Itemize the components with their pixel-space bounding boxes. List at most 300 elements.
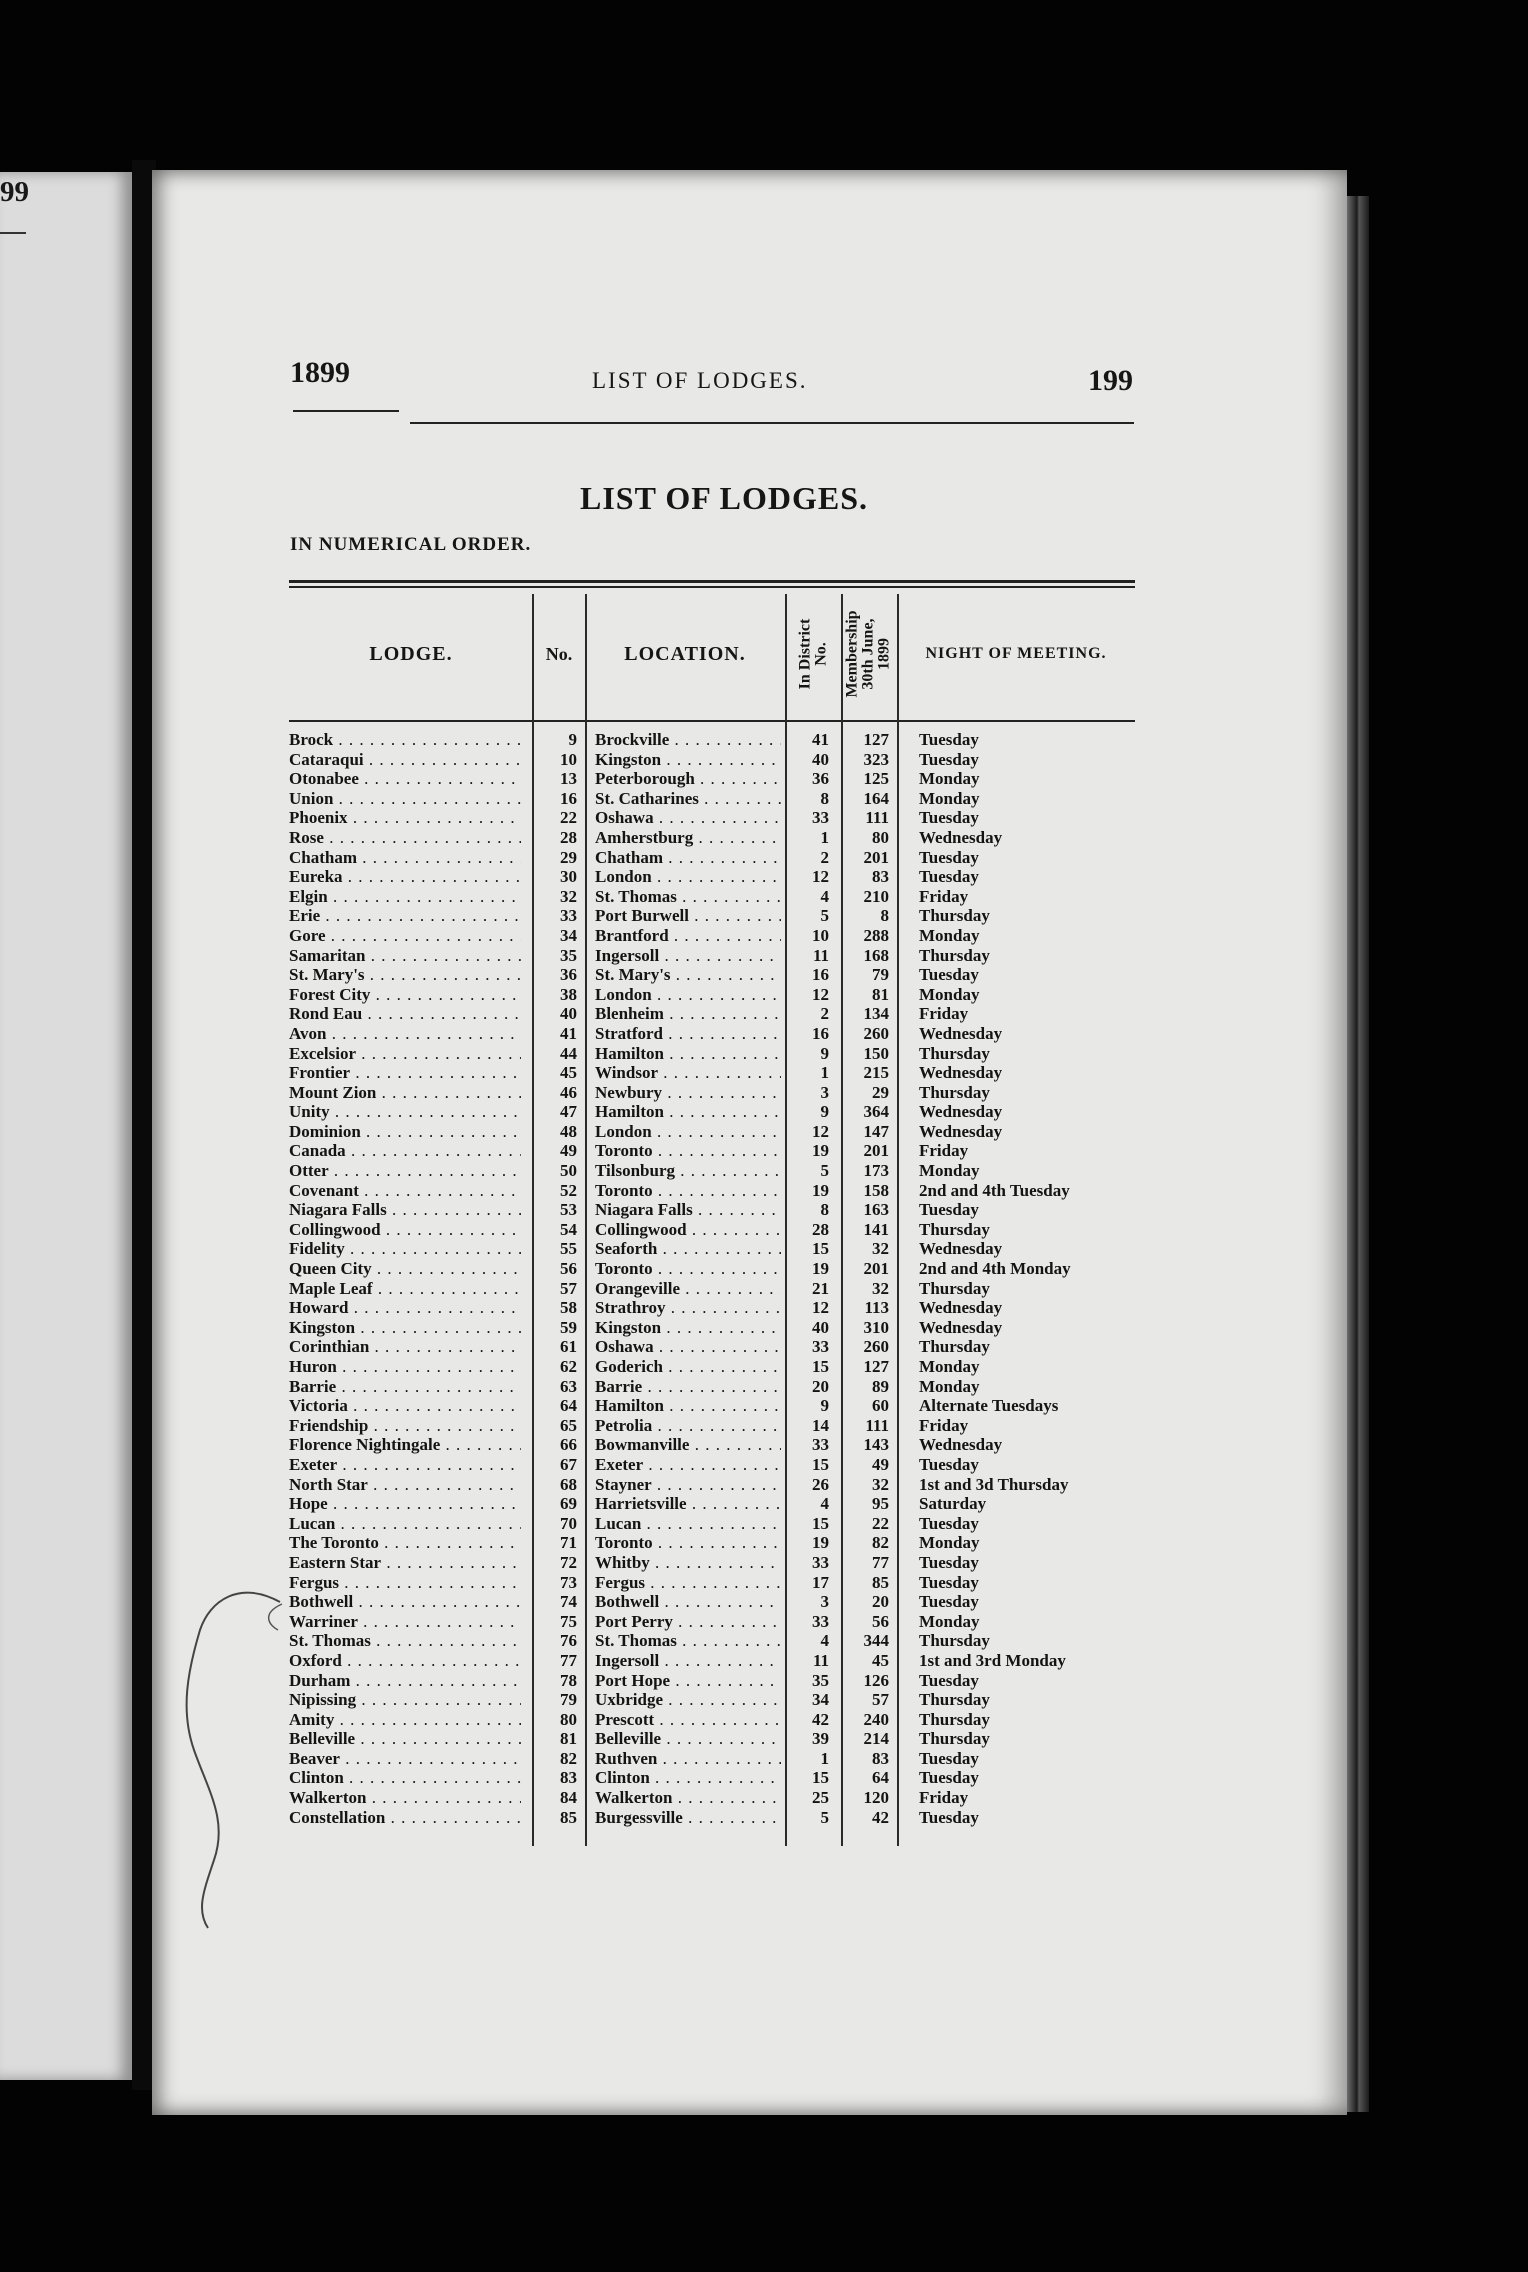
district-cell: 14 (812, 1415, 829, 1435)
lodge-number-cell: 78 (560, 1670, 577, 1690)
meeting-night-cell: Wednesday (919, 1317, 1003, 1337)
membership-header-line2: 30th June, (860, 618, 878, 690)
lodge-name-cell: Oxford . . . (289, 1651, 521, 1671)
location-cell: Stratford . . . (595, 1024, 781, 1044)
meeting-night-cell: Tuesday (919, 808, 979, 828)
meeting-night-cell: Thursday (919, 1631, 990, 1651)
district-cell: 5 (820, 906, 829, 926)
meeting-night-cell: Saturday (919, 1494, 987, 1514)
membership-cell: 364 (863, 1102, 889, 1122)
column-header-no: No. (545, 643, 573, 664)
membership-cell: 127 (863, 730, 889, 749)
location-cell: Brantford . . . (595, 926, 781, 946)
lodge-number-cell: 40 (560, 1004, 577, 1024)
district-cell: 15 (812, 1513, 829, 1533)
lodge-number-cell: 56 (560, 1259, 577, 1279)
meeting-night-cell: Tuesday (919, 1807, 979, 1827)
district-cell: 5 (820, 1161, 829, 1181)
previous-page (0, 172, 140, 2080)
district-cell: 21 (812, 1278, 829, 1298)
lodge-name-cell: Rose . . . (289, 828, 521, 848)
district-cell: 8 (820, 1200, 829, 1220)
membership-cell: 89 (872, 1376, 889, 1396)
meeting-night-cell: 2nd and 4th Tuesday (919, 1180, 1070, 1200)
lodges-table (289, 580, 1135, 1827)
lodge-name-cell: Nipissing . . . (289, 1690, 521, 1710)
district-cell: 9 (820, 1396, 829, 1416)
meeting-night-cell: Wednesday (919, 1121, 1003, 1141)
membership-cell: 127 (863, 1357, 889, 1376)
meeting-night-cell: Tuesday (919, 1454, 979, 1474)
membership-cell: 113 (864, 1298, 889, 1318)
location-cell: Harrietsville . . . (595, 1494, 781, 1514)
meeting-night-cell: Monday (919, 984, 980, 1004)
membership-cell: 201 (863, 847, 889, 867)
lodge-name-cell: Chatham . . . (289, 848, 521, 868)
table-row (289, 1141, 1135, 1161)
membership-cell: 83 (872, 867, 889, 887)
lodge-number-cell: 75 (560, 1611, 577, 1631)
meeting-night-cell: Friday (919, 1415, 969, 1435)
location-cell: Newbury . . . (595, 1083, 781, 1103)
district-cell: 40 (812, 749, 829, 769)
district-cell: 28 (812, 1219, 829, 1239)
membership-cell: 95 (872, 1494, 889, 1514)
lodge-name-cell: Canada . . . (289, 1141, 521, 1161)
lodge-number-cell: 70 (560, 1513, 577, 1533)
meeting-night-cell: Friday (919, 1004, 969, 1024)
district-cell: 12 (812, 1298, 829, 1318)
table-row (289, 1083, 1135, 1103)
location-cell: St. Thomas . . . (595, 887, 781, 907)
membership-cell: 288 (863, 925, 889, 945)
lodge-number-cell: 35 (560, 945, 577, 965)
lodge-number-cell: 49 (560, 1141, 577, 1161)
meeting-night-cell: Monday (919, 1533, 980, 1553)
lodge-number-cell: 28 (560, 827, 577, 847)
lodge-number-cell: 64 (560, 1396, 577, 1416)
location-cell: Orangeville . . . (595, 1279, 781, 1299)
meeting-night-cell: Tuesday (919, 1592, 979, 1612)
district-cell: 12 (812, 867, 829, 887)
location-cell: Bothwell . . . (595, 1592, 781, 1612)
lodge-number-cell: 48 (560, 1121, 577, 1141)
district-cell: 4 (820, 1631, 829, 1651)
meeting-night-cell: Thursday (919, 906, 990, 926)
district-cell: 33 (812, 808, 829, 828)
district-cell: 19 (812, 1533, 829, 1553)
lodge-number-cell: 33 (560, 906, 577, 926)
previous-page-number: 99 (0, 176, 29, 208)
district-cell: 19 (812, 1180, 829, 1200)
lodge-number-cell: 69 (560, 1494, 577, 1514)
lodge-name-cell: Beaver . . . (289, 1749, 521, 1769)
table-row (289, 789, 1135, 809)
membership-cell: 210 (863, 886, 889, 906)
table-row (289, 1024, 1135, 1044)
meeting-night-cell: 1st and 3d Thursday (919, 1474, 1069, 1494)
table-header (289, 588, 1135, 720)
location-cell: Hamilton . . . (595, 1044, 781, 1064)
membership-cell: 49 (872, 1454, 889, 1474)
membership-cell: 215 (863, 1063, 889, 1083)
location-cell: Oshawa . . . (595, 1337, 781, 1357)
lodge-name-cell: Excelsior . . . (289, 1044, 521, 1064)
lodge-number-cell: 72 (560, 1552, 577, 1572)
column-header-location: LOCATION. (624, 642, 746, 665)
lodge-name-cell: Covenant . . . (289, 1181, 521, 1201)
membership-cell: 85 (872, 1572, 889, 1592)
location-cell: Kingston . . . (595, 750, 781, 770)
lodge-name-cell: Rond Eau . . . (289, 1004, 521, 1024)
location-cell: Chatham . . . (595, 848, 781, 868)
district-cell: 11 (812, 945, 829, 965)
lodge-number-cell: 59 (560, 1317, 577, 1337)
lodge-number-cell: 13 (560, 769, 577, 789)
location-cell: Burgessville . . . (595, 1808, 781, 1828)
lodge-number-cell: 68 (560, 1474, 577, 1494)
table-row (289, 1377, 1135, 1397)
lodge-number-cell: 82 (560, 1748, 577, 1768)
lodge-name-cell: Eastern Star . . . (289, 1553, 521, 1573)
table-row (289, 1161, 1135, 1181)
lodge-number-cell: 62 (560, 1357, 577, 1376)
district-cell: 19 (812, 1259, 829, 1279)
lodge-number-cell: 83 (560, 1768, 577, 1788)
membership-cell: 32 (872, 1239, 889, 1259)
membership-cell: 77 (872, 1552, 889, 1572)
meeting-night-cell: Tuesday (919, 1572, 979, 1592)
meeting-night-cell: Wednesday (919, 1435, 1003, 1455)
table-row (289, 887, 1135, 907)
location-cell: Brockville . . . (595, 730, 781, 750)
table-row (289, 1004, 1135, 1024)
lodge-number-cell: 61 (560, 1337, 577, 1357)
membership-cell: 57 (872, 1690, 889, 1710)
page-number: 199 (1088, 364, 1133, 397)
meeting-night-cell: Thursday (919, 945, 990, 965)
membership-cell: 310 (863, 1317, 889, 1337)
table-row (289, 1396, 1135, 1416)
lodge-name-cell: Walkerton . . . (289, 1788, 521, 1808)
lodge-name-cell: Florence Nightingale . . . (289, 1435, 521, 1455)
table-row (289, 1710, 1135, 1730)
location-cell: Hamilton . . . (595, 1102, 781, 1122)
meeting-night-cell: Wednesday (919, 1063, 1003, 1083)
district-header-line1: In District (796, 618, 813, 690)
location-cell: Port Perry . . . (595, 1612, 781, 1632)
lodge-number-cell: 10 (560, 749, 577, 769)
district-cell: 33 (812, 1435, 829, 1455)
membership-cell: 82 (872, 1533, 889, 1553)
lodge-number-cell: 63 (560, 1376, 577, 1396)
table-row (289, 1651, 1135, 1671)
location-cell: Kingston . . . (595, 1318, 781, 1338)
meeting-night-cell: Thursday (919, 1709, 990, 1729)
subheading: IN NUMERICAL ORDER. (290, 534, 532, 555)
lodge-name-cell: Maple Leaf . . . (289, 1279, 521, 1299)
table-body (289, 730, 1135, 1827)
lodge-number-cell: 76 (560, 1631, 577, 1651)
lodge-name-cell: Friendship . . . (289, 1416, 521, 1436)
meeting-night-cell: Monday (919, 1357, 980, 1376)
table-row (289, 1768, 1135, 1788)
lodge-number-cell: 77 (560, 1650, 577, 1670)
lodge-name-cell: Otonabee . . . (289, 769, 521, 789)
lodge-name-cell: Unity . . . (289, 1102, 521, 1122)
lodge-name-cell: Fidelity . . . (289, 1239, 521, 1259)
district-cell: 33 (812, 1337, 829, 1357)
location-cell: Strathroy . . . (595, 1298, 781, 1318)
table-row (289, 1808, 1135, 1828)
lodge-name-cell: Samaritan . . . (289, 946, 521, 966)
membership-cell: 158 (863, 1180, 889, 1200)
lodge-number-cell: 81 (560, 1729, 577, 1749)
district-cell: 25 (812, 1788, 829, 1808)
lodge-number-cell: 73 (560, 1572, 577, 1592)
district-cell: 36 (812, 769, 829, 789)
membership-header-line1: Membership (844, 610, 862, 698)
table-row (289, 848, 1135, 868)
meeting-night-cell: Thursday (919, 1082, 990, 1102)
meeting-night-cell: Wednesday (919, 827, 1003, 847)
location-cell: Prescott . . . (595, 1710, 781, 1730)
location-cell: Ingersoll . . . (595, 946, 781, 966)
membership-cell: 141 (863, 1219, 889, 1239)
meeting-night-cell: Thursday (919, 1690, 990, 1710)
lodge-number-cell: 57 (560, 1278, 577, 1298)
meeting-night-cell: Wednesday (919, 1102, 1003, 1122)
location-cell: Seaforth . . . (595, 1239, 781, 1259)
membership-cell: 260 (863, 1023, 889, 1043)
meeting-night-cell: Tuesday (919, 1670, 979, 1690)
location-cell: Toronto . . . (595, 1141, 781, 1161)
meeting-night-cell: Tuesday (919, 1768, 979, 1788)
lodge-number-cell: 30 (560, 867, 577, 887)
meeting-night-cell: 1st and 3rd Monday (919, 1650, 1066, 1670)
location-cell: Blenheim . . . (595, 1004, 781, 1024)
location-cell: Toronto . . . (595, 1181, 781, 1201)
meeting-night-cell: Tuesday (919, 730, 979, 749)
lodge-name-cell: Brock . . . (289, 730, 521, 750)
lodge-name-cell: Lucan . . . (289, 1514, 521, 1534)
table-row (289, 1337, 1135, 1357)
lodge-name-cell: Erie . . . (289, 906, 521, 926)
table-row (289, 1612, 1135, 1632)
district-cell: 4 (820, 1494, 829, 1514)
lodge-name-cell: Huron . . . (289, 1357, 521, 1377)
location-cell: Whitby . . . (595, 1553, 781, 1573)
district-header-line2: No. (812, 642, 829, 666)
location-cell: Oshawa . . . (595, 808, 781, 828)
membership-cell: 64 (872, 1768, 889, 1788)
membership-cell: 111 (865, 808, 889, 828)
district-cell: 20 (812, 1376, 829, 1396)
district-cell: 2 (820, 1004, 829, 1024)
location-cell: Toronto . . . (595, 1259, 781, 1279)
location-cell: St. Mary's . . . (595, 965, 781, 985)
meeting-night-cell: Monday (919, 1611, 980, 1631)
location-cell: Niagara Falls . . . (595, 1200, 781, 1220)
district-cell: 3 (820, 1592, 829, 1612)
table-row (289, 985, 1135, 1005)
membership-cell: 80 (872, 827, 889, 847)
lodge-number-cell: 22 (560, 808, 577, 828)
district-cell: 15 (812, 1768, 829, 1788)
membership-cell: 201 (863, 1141, 889, 1161)
location-cell: Stayner . . . (595, 1475, 781, 1495)
table-row (289, 1435, 1135, 1455)
location-cell: London . . . (595, 1122, 781, 1142)
lodge-number-cell: 65 (560, 1415, 577, 1435)
lodge-name-cell: Howard . . . (289, 1298, 521, 1318)
table-header-rule (289, 720, 1135, 722)
membership-cell: 83 (872, 1748, 889, 1768)
district-cell: 40 (812, 1317, 829, 1337)
lodge-number-cell: 58 (560, 1298, 577, 1318)
table-row (289, 1279, 1135, 1299)
district-cell: 33 (812, 1552, 829, 1572)
lodge-number-cell: 71 (560, 1533, 577, 1553)
membership-cell: 143 (863, 1435, 889, 1455)
lodge-name-cell: The Toronto . . . (289, 1533, 521, 1553)
table-row (289, 1122, 1135, 1142)
membership-cell: 32 (872, 1278, 889, 1298)
membership-cell: 344 (863, 1631, 889, 1651)
membership-cell: 120 (863, 1788, 889, 1808)
lodge-name-cell: Mount Zion . . . (289, 1083, 521, 1103)
district-cell: 11 (812, 1650, 829, 1670)
lodge-name-cell: Cataraqui . . . (289, 750, 521, 770)
location-cell: Windsor . . . (595, 1063, 781, 1083)
table-row (289, 1102, 1135, 1122)
district-cell: 16 (812, 965, 829, 985)
membership-cell: 111 (865, 1415, 889, 1435)
lodge-name-cell: Constellation . . . (289, 1808, 521, 1828)
table-row (289, 1416, 1135, 1436)
meeting-night-cell: Alternate Tuesdays (919, 1396, 1059, 1416)
membership-cell: 8 (880, 906, 889, 926)
location-cell: Ingersoll . . . (595, 1651, 781, 1671)
column-header-district (785, 588, 841, 720)
membership-cell: 60 (872, 1396, 889, 1416)
lodge-name-cell: Clinton . . . (289, 1768, 521, 1788)
header-rule-short (293, 410, 399, 412)
meeting-night-cell: Thursday (919, 1729, 990, 1749)
lodge-name-cell: Victoria . . . (289, 1396, 521, 1416)
table-row (289, 1553, 1135, 1573)
district-cell: 1 (820, 1063, 829, 1083)
lodge-name-cell: Corinthian . . . (289, 1337, 521, 1357)
meeting-night-cell: Tuesday (919, 1552, 979, 1572)
table-row (289, 1181, 1135, 1201)
location-cell: Ruthven . . . (595, 1749, 781, 1769)
header-year: 1899 (290, 356, 350, 389)
meeting-night-cell: 2nd and 4th Monday (919, 1259, 1071, 1279)
membership-cell: 79 (872, 965, 889, 985)
membership-cell: 150 (863, 1043, 889, 1063)
table-row (289, 1592, 1135, 1612)
page-edge (1347, 196, 1369, 2112)
table-row (289, 1573, 1135, 1593)
table-row (289, 1220, 1135, 1240)
table-row (289, 1533, 1135, 1553)
membership-cell: 240 (863, 1709, 889, 1729)
district-cell: 1 (820, 827, 829, 847)
lodge-number-cell: 53 (560, 1200, 577, 1220)
district-cell: 16 (812, 1023, 829, 1043)
location-cell: St. Thomas . . . (595, 1631, 781, 1651)
membership-cell: 22 (872, 1513, 889, 1533)
membership-cell: 163 (863, 1200, 889, 1220)
table-row (289, 750, 1135, 770)
meeting-night-cell: Monday (919, 1161, 980, 1181)
table-row (289, 965, 1135, 985)
table-row (289, 828, 1135, 848)
lodge-number-cell: 79 (560, 1690, 577, 1710)
membership-cell: 260 (863, 1337, 889, 1357)
table-row (289, 1044, 1135, 1064)
stray-thread (170, 1590, 290, 1930)
column-header-membership (841, 588, 897, 720)
district-cell: 2 (820, 847, 829, 867)
district-cell: 4 (820, 886, 829, 906)
table-row (289, 769, 1135, 789)
table-row (289, 1494, 1135, 1514)
meeting-night-cell: Wednesday (919, 1023, 1003, 1043)
lodge-name-cell: Eureka . . . (289, 867, 521, 887)
location-cell: Hamilton . . . (595, 1396, 781, 1416)
page-heading: LIST OF LODGES. (580, 480, 868, 516)
lodge-number-cell: 36 (560, 965, 577, 985)
district-cell: 15 (812, 1239, 829, 1259)
column-header-night: NIGHT OF MEETING. (925, 645, 1107, 662)
table-row (289, 906, 1135, 926)
lodge-name-cell: Barrie . . . (289, 1377, 521, 1397)
location-cell: Fergus . . . (595, 1573, 781, 1593)
membership-cell: 164 (863, 788, 889, 808)
membership-cell: 56 (872, 1611, 889, 1631)
location-cell: Collingwood . . . (595, 1220, 781, 1240)
lodge-number-cell: 46 (560, 1082, 577, 1102)
table-row (289, 1631, 1135, 1651)
district-cell: 12 (812, 984, 829, 1004)
location-cell: Belleville . . . (595, 1729, 781, 1749)
table-top-rule (289, 580, 1135, 583)
lodge-name-cell: Dominion . . . (289, 1122, 521, 1142)
lodge-name-cell: Phoenix . . . (289, 808, 521, 828)
location-cell: Uxbridge . . . (595, 1690, 781, 1710)
district-cell: 41 (812, 730, 829, 749)
table-row (289, 730, 1135, 750)
meeting-night-cell: Thursday (919, 1278, 990, 1298)
table-row (289, 1357, 1135, 1377)
location-cell: Walkerton . . . (595, 1788, 781, 1808)
table-row (289, 1318, 1135, 1338)
table-row (289, 1514, 1135, 1534)
meeting-night-cell: Tuesday (919, 1513, 979, 1533)
meeting-night-cell: Tuesday (919, 1748, 979, 1768)
running-title: LIST OF LODGES. (592, 368, 808, 393)
lodge-name-cell: Frontier . . . (289, 1063, 521, 1083)
location-cell: Amherstburg . . . (595, 828, 781, 848)
column-header-lodge: LODGE. (369, 642, 453, 665)
table-row (289, 1671, 1135, 1691)
meeting-night-cell: Friday (919, 1141, 969, 1161)
lodge-name-cell: Belleville . . . (289, 1729, 521, 1749)
district-cell: 39 (812, 1729, 829, 1749)
table-row (289, 1298, 1135, 1318)
